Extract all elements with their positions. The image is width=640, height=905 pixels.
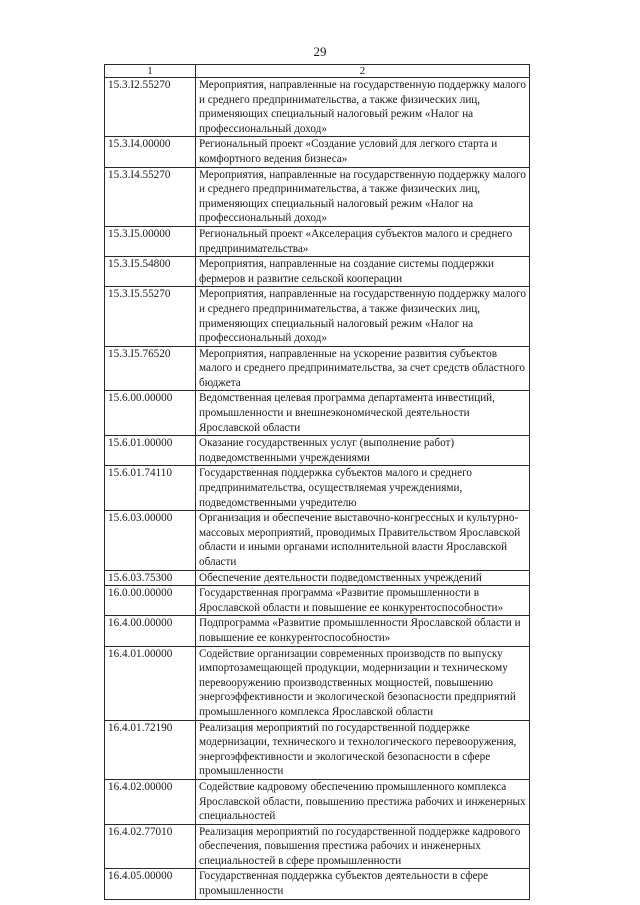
table-row (105, 869, 530, 899)
table-row (105, 391, 530, 436)
row-description: Мероприятия, направленные на государственную поддержку малого и среднего предпринимательства, а также физических лиц, применяющих специальный налоговый режим «Налог на профессиональный доход» (196, 78, 530, 137)
row-description: Оказание государственных услуг (выполнение работ) подведомственными учреждениями (196, 436, 530, 466)
table-row (105, 346, 530, 391)
table-row (105, 720, 530, 779)
row-code: 15.3.I2.55270 (105, 78, 196, 137)
table-row (105, 78, 530, 137)
row-code: 15.6.00.00000 (105, 391, 196, 436)
row-code: 16.4.00.00000 (105, 616, 196, 646)
row-description: Региональный проект «Акселерация субъектов малого и среднего предпринимательства» (196, 226, 530, 256)
row-code: 16.4.02.00000 (105, 779, 196, 824)
row-code: 16.4.02.77010 (105, 824, 196, 869)
row-description: Подпрограмма «Развитие промышленности Ярославской области и повышение ее конкурентоспособности» (196, 616, 530, 646)
table-row (105, 167, 530, 226)
column-header-description: 2 (196, 65, 530, 78)
page-number: 29 (313, 44, 327, 59)
row-description: Обеспечение деятельности подведомственных учреждений (196, 570, 530, 586)
row-description: Мероприятия, направленные на государственную поддержку малого и среднего предпринимательства, а также физических лиц, применяющих специальный налоговый режим «Налог на профессиональный доход» (196, 167, 530, 226)
row-description: Организация и обеспечение выставочно-конгрессных и культурно-массовых мероприятий, проводимых Правительством Ярославской области и иными органами исполнительной власти Ярославской области (196, 511, 530, 570)
row-code: 16.4.01.72190 (105, 720, 196, 779)
row-code: 15.3.I5.55270 (105, 287, 196, 346)
row-description: Мероприятия, направленные на создание системы поддержки фермеров и развитие сельской кооперации (196, 257, 530, 287)
table-row (105, 511, 530, 570)
row-description: Региональный проект «Создание условий для легкого старта и комфортного ведения бизнеса» (196, 137, 530, 167)
row-code: 15.6.03.00000 (105, 511, 196, 570)
row-code: 15.3.I5.76520 (105, 346, 196, 391)
budget-classification-table (104, 64, 530, 900)
table-row (105, 616, 530, 646)
row-code: 15.6.01.00000 (105, 436, 196, 466)
table-row (105, 646, 530, 720)
row-description: Реализация мероприятий по государственной поддержке модернизации, технического и технологического перевооружения, энергоэффективности и экологической безопасности в сфере промышленности (196, 720, 530, 779)
table-row (105, 779, 530, 824)
row-description: Государственная поддержка субъектов деятельности в сфере промышленности (196, 869, 530, 899)
row-description: Государственная программа «Развитие промышленности в Ярославской области и повышение ее конкурентоспособности» (196, 586, 530, 616)
row-code: 15.3.I4.55270 (105, 167, 196, 226)
table-header-row (105, 65, 530, 78)
row-description: Мероприятия, направленные на ускорение развития субъектов малого и среднего предпринимательства, за счет средств областного бюджета (196, 346, 530, 391)
row-code: 15.6.03.75300 (105, 570, 196, 586)
row-code: 15.3.I5.54800 (105, 257, 196, 287)
row-code: 15.3.I5.00000 (105, 226, 196, 256)
row-description: Государственная поддержка субъектов малого и среднего предпринимательства, осуществляемая учреждениями, подведомственными учредителю (196, 466, 530, 511)
row-code: 15.6.01.74110 (105, 466, 196, 511)
row-description: Мероприятия, направленные на государственную поддержку малого и среднего предпринимательства, а также физических лиц, применяющих специальный налоговый режим «Налог на профессиональный доход» (196, 287, 530, 346)
table-body (105, 78, 530, 900)
table-row (105, 137, 530, 167)
table-row (105, 436, 530, 466)
row-description: Содействие организации современных производств по выпуску импортозамещающей продукции, модернизации и техническому перевооружению производственных мощностей, повышению энергоэффективности и экологической безопасности предприятий промышленного комплекса Ярославской области (196, 646, 530, 720)
row-code: 16.0.00.00000 (105, 586, 196, 616)
row-description: Реализация мероприятий по государственной поддержке кадрового обеспечения, повышения престижа рабочих и инженерных специальностей в сфере промышленности (196, 824, 530, 869)
table-row (105, 824, 530, 869)
table-row (105, 287, 530, 346)
table-row (105, 226, 530, 256)
row-description: Содействие кадровому обеспечению промышленного комплекса Ярославской области, повышению престижа рабочих и инженерных специальностей (196, 779, 530, 824)
table-row (105, 466, 530, 511)
table-row (105, 586, 530, 616)
column-header-code: 1 (105, 65, 196, 78)
row-code: 16.4.01.00000 (105, 646, 196, 720)
table-row (105, 257, 530, 287)
table-row (105, 570, 530, 586)
row-code: 15.3.I4.00000 (105, 137, 196, 167)
row-code: 16.4.05.00000 (105, 869, 196, 899)
row-description: Ведомственная целевая программа департамента инвестиций, промышленности и внешнеэкономической деятельности Ярославской области (196, 391, 530, 436)
